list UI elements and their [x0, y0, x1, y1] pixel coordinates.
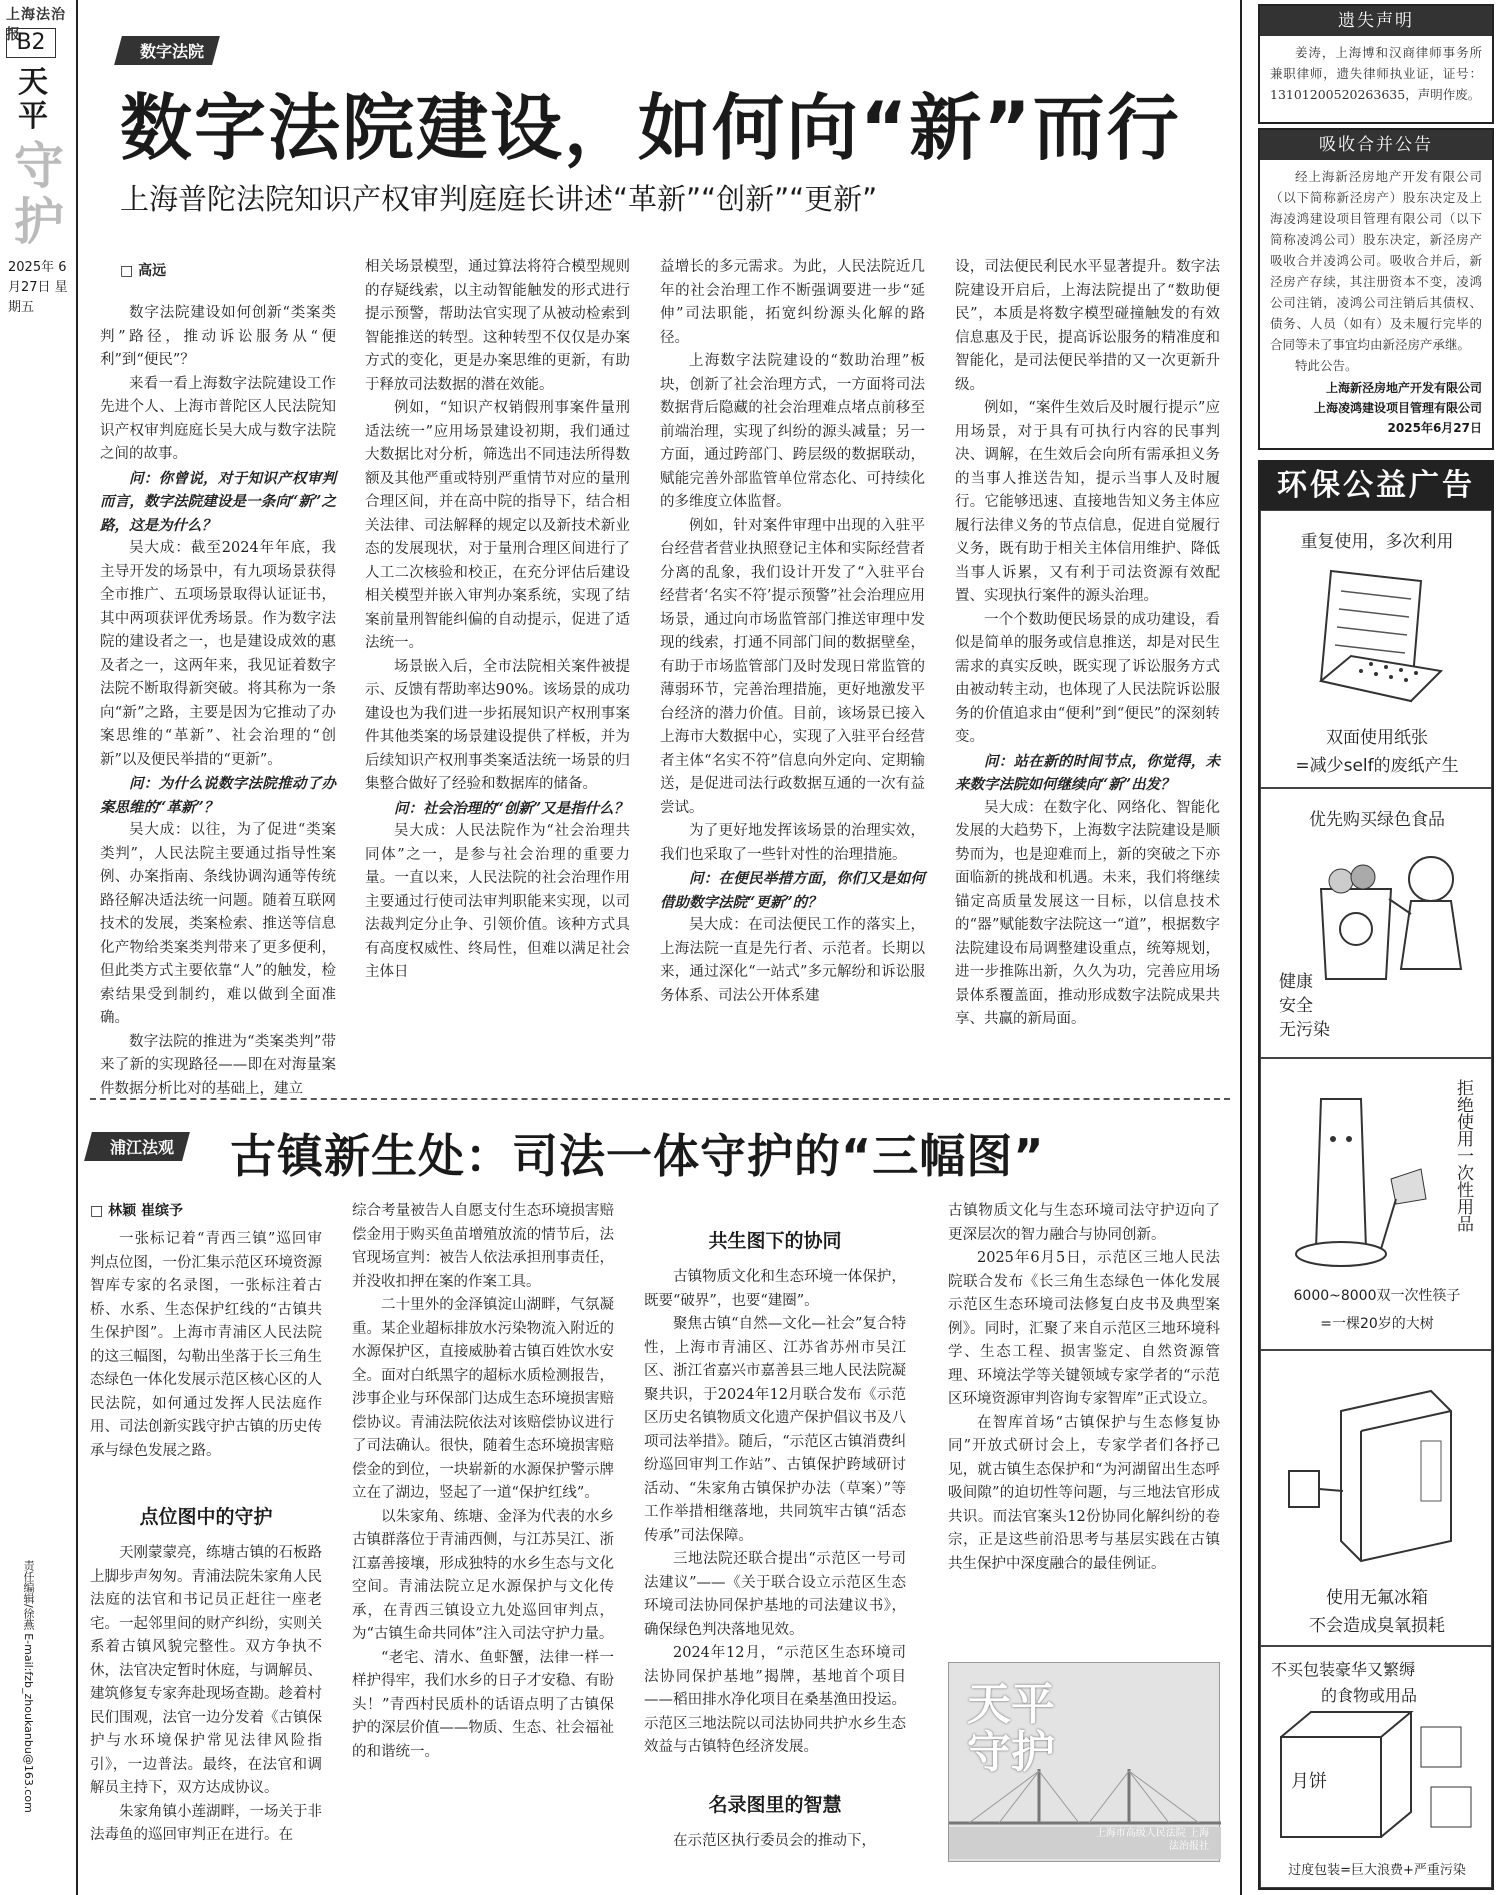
notice-lost-body: 姜涛，上海博和汉商律师事务所兼职律师，遗失律师执业证，证号：13101200520263635，声明作废。 [1270, 45, 1482, 102]
body-paragraph: 以朱家角、练塘、金泽为代表的水乡古镇群落位于青浦西侧，与江苏吴江、浙江嘉善接壤，形成独特的水乡生态与文化空间。青浦法院立足水源保护与文化传承，在青西三镇设立九处巡回审判点，为“古镇生命共同体”注入司法守护力量。 [352, 1508, 614, 1642]
body-paragraph: 在示范区执行委员会的推动下， [673, 1833, 876, 1849]
newspaper-name: 上海法治报 [6, 7, 66, 43]
issue-date: 2025年 6月27日 星期五 [8, 260, 68, 315]
page-number: B2 [6, 28, 56, 58]
notice-merger-date: 2025年6月27日 [1387, 421, 1482, 435]
body-paragraph: 吴大成：截至2024年年底，我主导开发的场景中，有九项场景获得全市推广、五项场景取得认证证书，其中两项获评优秀场景。作为数字法院的建设者之一，也是建设成效的惠及者之一，这两年来，我见证着数字法院不断取得新突破。将其称为一条向“新”之路，主要是因为它推动了办案思维的“革新”、社会治理的“创新”以及便民举措的“更新”。 [100, 540, 336, 768]
notice-merger-sign2: 上海凌鸿建设项目管理有限公司 [1313, 401, 1482, 415]
body-paragraph: 聚焦古镇“自然—文化—社会”复合特性，上海市青浦区、江苏省苏州市吴江区、浙江省嘉兴市嘉善县三地人民法院凝聚共识，于2024年12月联合发布《示范区历史名镇物质文化遗产保护倡议书及八项司法举措》。随后，“示范区古镇消费纠纷巡回审判工作站”、古镇保护跨域研讨活动、“朱家角古镇保护办法（草案）”等工作举措相继落地，共同筑牢古镇“活态传承”司法保障。 [644, 1316, 906, 1544]
notice-lost-statement [1258, 4, 1494, 124]
ad-panel4-bottom1: 使用无氟冰箱 [1326, 1588, 1428, 1608]
column-logo [948, 1662, 1220, 1862]
tree-stump-icon [1281, 1079, 1441, 1279]
article2-column-1a [90, 1228, 322, 1488]
body-paragraph: 例如，“知识产权销假刑事案件量刑适法统一”应用场景建设初期，我们通过大数据比对分析，筛选出不同违法所得数额及其他严重或特别严重情节对应的量刑合理区间，并在高中院的指导下，结合相关法律、司法解释的规定以及新技术新业态的发展现状，对于量刑合理区间进行了人工二次核验和校正，在充分评估后建设相关模型并嵌入审判办案系统，实现了结案前量刑智能纠偏的自动提示，促进了适法统一。 [365, 400, 630, 651]
body-paragraph: 场景嵌入后，全市法院相关案件被提示、反馈有帮助率达90%。该场景的成功建设也为我们进一步拓展知识产权刑事案件其他类案的场景建设提供了样板，并为后续知识产权刑事类案适法统一场景的归集整合做好了经验和数据库的储备。 [365, 658, 630, 792]
masthead [0, 0, 78, 1895]
body-paragraph: 2024年12月，“示范区生态环境司法协同保护基地”揭牌，基地首个项目——稻田排水净化项目在桑基渔田投运。示范区三地法院以司法协同共护水乡生态效益与古镇特色经济发展。 [644, 1645, 906, 1755]
body-paragraph: “老宅、清水、鱼虾蟹，法律一样一样护得牢，我们水乡的日子才安稳、有盼头！”青西村民质朴的话语点明了古镇保护的深层价值——物质、生态、社会福祉的和谐统一。 [352, 1649, 614, 1760]
ad-panel3-bottom2: =一棵20岁的大树 [1320, 1316, 1434, 1332]
ad-panel3-bottom1: 6000~8000双一次性筷子 [1293, 1288, 1461, 1304]
article1-title: 数字法院建设，如何向“新”而行 [120, 86, 1181, 170]
body-paragraph: 一张标记着“青西三镇”巡回审判点位图，一份汇集示范区环境资源智库专家的名录图，一张标注着古桥、水系、生态保护红线的“古镇共生保护图”。上海市青浦区人民法院的这三幅图，勾勒出坐落于长三角生态绿色一体化发展示范区核心区的人民法院，如何通过发挥人民法庭作用、司法创新实践守护古镇的历史传承与绿色发展之路。 [90, 1231, 322, 1459]
body-paragraph: 吴大成：在司法便民工作的落实上，上海法院一直是先行者、示范者。长期以来，通过深化“一站式”多元解纷和诉讼服务体系、司法公开体系建 [660, 917, 925, 1004]
subhead-point-map: 点位图中的守护 [139, 1506, 273, 1528]
ad-panel1-top: 重复使用，多次利用 [1300, 532, 1454, 552]
logo-title: 天平守护 [967, 1679, 1055, 1778]
eco-ad-title: 环保公益广告 [1260, 462, 1492, 510]
body-paragraph: 益增长的多元需求。为此，人民法院近几年的社会治理工作不断强调要进一步“延伸”司法职能，拓宽纠纷源头化解的路径。 [660, 259, 925, 346]
ad-panel2-side3: 无污染 [1279, 1020, 1330, 1040]
question-paragraph: 问：社会治理的“创新”又是指什么？ [394, 799, 629, 817]
article1-author: □ 高远 [120, 263, 167, 279]
body-paragraph: 一个个数助便民场景的成功建设，看似是简单的服务或信息推送，却是对民生需求的真实反映，既实现了诉讼服务方式由被动转主动，也体现了人民法院诉讼服务的价值追求由“便利”到“便民”的深刻转变。 [955, 611, 1220, 745]
ad-panel2-top: 优先购买绿色食品 [1309, 810, 1445, 830]
article2-column-4 [948, 1200, 1220, 1630]
ad-panel-packaging [1260, 1646, 1492, 1888]
body-paragraph: 来看一看上海数字法院建设工作先进个人、上海市普陀区人民法院知识产权审判庭庭长吴大成与数字法院之间的故事。 [100, 375, 336, 462]
notice-merger [1258, 128, 1494, 450]
question-paragraph: 问：为什么说数字法院推动了办案思维的“革新”？ [100, 775, 336, 816]
body-paragraph: 吴大成：在数字化、网络化、智能化发展的大趋势下，上海数字法院建设是顺势而为，也是迎难而上，新的突破之下亦面临新的挑战和机遇。未来，我们将继续锚定高质量发展这一目标，以信息技术的“器”赋能数字法院这一“道”，根据数字法院建设布局调整建设重点，统筹规划，进一步推陈出新，久久为功，完善应用场景体系覆盖面，推动形成数字法院成果共享、共赢的新局面。 [955, 799, 1220, 1027]
logo-caption: 上海市高级人民法院 上海法治报社 [1095, 1828, 1209, 1852]
article2-column-1b [90, 1542, 322, 1872]
body-paragraph: 为了更好地发挥该场景的治理实效，我们也采取了一些针对性的治理措施。 [660, 823, 925, 863]
body-paragraph: 二十里外的金泽镇淀山湖畔，气氛凝重。某企业超标排放水污染物流入附近的水源保护区，直接威胁着古镇百姓饮水安全。面对白纸黑字的超标水质检测报告，涉事企业与环保部门达成生态环境损害赔偿协议。青浦法院依法对该赔偿协议进行了司法确认。很快，随着生态环境损害赔偿金的到位，一块崭新的水源保护警示牌立在了湖边，竖起了一道“保护红线”。 [352, 1297, 614, 1501]
eco-ad [1258, 460, 1494, 1890]
subhead-symbiosis-map: 共生图下的协同 [708, 1230, 842, 1252]
ad-panel5-bottom: 过度包装=巨大浪费+严重污染 [1288, 1863, 1466, 1878]
notice-merger-title: 吸收合并公告 [1260, 130, 1492, 160]
notice-merger-tail: 特此公告。 [1295, 358, 1358, 373]
ad-panel2-side1: 健康 [1279, 972, 1313, 992]
notice-merger-body: 经上海新泾房地产开发有限公司（以下简称新泾房产）股东决定及上海凌鸿建设项目管理有限公司（以下简称凌鸿公司）股东决定，新泾房产吸收合并凌鸿公司。吸收合并后，新泾房产存续，其注册资本不变，凌鸿公司注销，凌鸿公司注销后其债权、债务、人员（如有）及未履行完毕的合同等未了事宜均由新泾房产承继。 [1270, 169, 1482, 352]
body-paragraph: 综合考量被告人自愿支付生态环境损害赔偿金用于购买鱼苗增殖放流的情节后，法官现场宣判：被告人依法承担刑事责任，并没收扣押在案的作案工具。 [352, 1203, 614, 1290]
article1-column-1 [100, 302, 336, 1097]
body-paragraph: 数字法院的推进为“类案类判”带来了新的实现路径——即在对海量案件数据分析比对的基础上，建立 [100, 1033, 336, 1097]
body-paragraph: 吴大成：以往，为了促进“类案类判”，人民法院主要通过指导性案例、办案指南、条线协调沟通等传统路径解决适法统一问题。随着互联网技术的发展，类案检索、推送等信息化产物给类案类判带来了更多便利，但此类方式主要依靠“人”的触发，检索结果受到制约，难以做到全面准确。 [100, 822, 336, 1026]
ad-panel2-side2: 安全 [1279, 996, 1313, 1016]
fridge-icon [1281, 1381, 1481, 1571]
ad-panel5-box: 月饼 [1291, 1771, 1327, 1792]
body-paragraph: 上海数字法院建设的“数助治理”板块，创新了社会治理方式，一方面将司法数据背后隐藏的社会治理难点堵点前移至前端治理，实现了纠纷的源头减量；另一方面，通过跨部门、跨层级的数据联动，赋能完善外部监管单位常态化、可持续化的多维度立体监督。 [660, 353, 925, 510]
ad-panel5-top2: 的食物或用品 [1321, 1686, 1418, 1705]
body-paragraph: 在智库首场“古镇保护与生态修复协同”开放式研讨会上，专家学者们各抒己见，就古镇生态保护和“为河湖留出生态呼吸间隙”的迫切性等问题，与三地法官形成共识。而法官案头12份协同化解纠纷的卷宗，正是这些前沿思考与基层实践在古镇共生保护中深度融合的最佳例证。 [948, 1414, 1220, 1572]
question-paragraph: 问：站在新的时间节点，你觉得，未来数字法院如何继续向“新”出发？ [955, 752, 1220, 793]
article2-title: 古镇新生处：司法一体守护的“三幅图” [230, 1129, 1045, 1183]
ad-panel3-side: 拒绝使用一次性用品 [1453, 1079, 1473, 1232]
subhead-list-map: 名录图里的智慧 [708, 1794, 842, 1816]
notice-merger-sign1: 上海新泾房地产开发有限公司 [1325, 381, 1482, 395]
article1-column-3 [660, 256, 925, 1082]
body-paragraph: 三地法院还联合提出“示范区一号司法建议”——《关于联合设立示范区生态环境司法协同保护基地的司法建议书》，确保绿色判决落地见效。 [644, 1551, 906, 1638]
editor-credit: 责任编辑/徐燕 E-mail:fzb_zhoukanbu@163.com [22, 1560, 35, 1813]
ad-panel5-top1: 不买包装豪华又繁缛 [1271, 1660, 1416, 1679]
article2-column-3 [644, 1266, 906, 1776]
ad-panel-paper [1260, 510, 1492, 788]
masthead-divider [76, 0, 78, 1895]
body-paragraph: 天刚蒙蒙亮，练塘古镇的石板路上脚步声匆匆。青浦法院朱家角人民法庭的法官和书记员正赶往一座老宅。一起邻里间的财产纠纷，实则关系着古镇风貌完整性。双方争执不休，法官决定暂时休庭，与调解员、建筑修复专家奔赴现场查勘。趁着村民们围观，法官一边分发着《古镇保护与水环境保护常见法律风险指引》，一边普法。最终，在法官和调解员主持下，双方达成协议。 [90, 1545, 322, 1796]
article2-author: □ 林颖 崔缤予 [90, 1203, 183, 1219]
article2-column-2 [352, 1200, 614, 1872]
body-paragraph: 设，司法便民利民水平显著提升。数字法院建设开启后，上海法院提出了“数助便民”，本质是将数字模型碰撞触发的有效信息惠及于民，提高诉讼服务的精准度和智能化，是司法便民举措的又一次更新升级。 [955, 259, 1220, 393]
section-tag-digital-court: 数字法院 [118, 36, 216, 65]
body-paragraph: 古镇物质文化和生态环境一体保护，既要“破界”，也要“建圈”。 [644, 1269, 906, 1309]
body-paragraph: 例如，针对案件审理中出现的入驻平台经营者营业执照登记主体和实际经营者分离的乱象，我们设计开发了“入驻平台经营者‘名实不符’提示预警”社会治理应用场景，通过向市场监管部门推送审理中发现的线索，打通不同部门间的数据壁垒，有助于市场监管部门及时发现日常监管的薄弱环节，完善治理措施，更好地激发平台经济的潜力价值。目前，该场景已接入上海市大数据中心，实现了入驻平台经营者主体“名实不符”信息向外定向、定期输送，是促进司法行政数据互通的一次有益尝试。 [660, 517, 925, 816]
grocery-bag-icon [1301, 839, 1481, 989]
paper-sheets-icon [1301, 561, 1451, 711]
ad-panel1-bottom2: =减少self的废纸产生 [1295, 756, 1459, 776]
article1-column-4 [955, 256, 1220, 1082]
body-paragraph: 朱家角镇小莲湖畔，一场关于非法毒鱼的巡回审判正在进行。在 [90, 1803, 322, 1843]
ad-panel-fridge [1260, 1350, 1492, 1646]
notice-lost-title: 遗失声明 [1260, 6, 1492, 36]
question-paragraph: 问：你曾说，对于知识产权审判而言，数字法院建设是一条向“新”之路，这是为什么？ [100, 469, 336, 534]
ad-panel-disposable [1260, 1058, 1492, 1350]
question-paragraph: 问：在便民举措方面，你们又是如何借助数字法院“更新”的？ [660, 870, 925, 911]
body-paragraph: 例如，“案件生效后及时履行提示”应用场景，对于具有可执行内容的民事判决、调解，在生效后会向所有需承担义务的当事人推送告知，提示当事人及时履行。它能够迅速、直接地告知义务主体应履行法律义务的节点信息，促进自觉履行义务，既有助于相关主体信用维护、降低当事人诉累，又有利于司法资源有效配置、实现执行案件的源头治理。 [955, 400, 1220, 604]
ad-panel-green-food [1260, 788, 1492, 1058]
article2-column-3c [644, 1830, 906, 1870]
sidebar-divider [1240, 0, 1242, 1895]
body-paragraph: 古镇物质文化与生态环境司法守护迈向了更深层次的智力融合与协同创新。 [948, 1203, 1220, 1243]
article1-subtitle: 上海普陀法院知识产权审判庭庭长讲述“革新”“创新”“更新” [120, 182, 878, 216]
section-tag-pujiang: 浦江法观 [88, 1132, 186, 1161]
body-paragraph: 数字法院建设如何创新“类案类判”路径，推动诉讼服务从“便利”到“便民”？ [100, 305, 336, 368]
body-paragraph: 相关场景模型，通过算法将符合模型规则的存疑线索，以主动智能触发的形式进行提示预警，帮助法官实现了从被动检索到智能推送的转型。这种转型不仅仅是办案方式的变化，更是办案思维的更新，有助于释放司法数据的潜在效能。 [365, 259, 630, 393]
body-paragraph: 2025年6月5日，示范区三地人民法院联合发布《长三角生态绿色一体化发展示范区生态环境司法修复白皮书及典型案例》。同时，汇聚了来自示范区三地环境科学、生态工程、损害鉴定、自然资源管理、环境法学等关键领域专家学者的“示范区环境资源审判咨询专家智库”正式设立。 [948, 1250, 1220, 1407]
article1-column-2 [365, 256, 630, 1082]
column-name: 守护 [14, 136, 64, 251]
ad-panel1-bottom1: 双面使用纸张 [1326, 728, 1428, 748]
article-divider [90, 1098, 1230, 1100]
column-title: 天平 [18, 65, 48, 134]
body-paragraph: 吴大成：人民法院作为“社会治理共同体”之一，是参与社会治理的重要力量。一直以来，人民法院的社会治理作用主要通过行使司法审判职能来实现，以司法裁判定分止争、引领价值。该种方式具有高度权威性、终局性，但难以满足社会主体日 [365, 823, 630, 980]
ad-panel4-bottom2: 不会造成臭氧损耗 [1309, 1616, 1445, 1636]
